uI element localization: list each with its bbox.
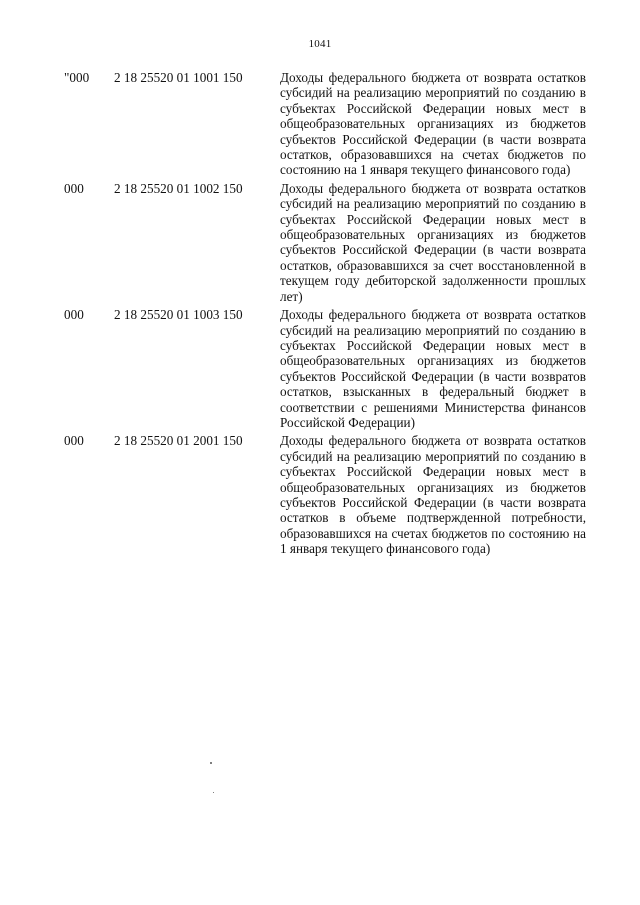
scan-speck <box>210 762 212 764</box>
revenue-code-table <box>60 70 590 560</box>
budget-classification-code: 2 18 25520 01 1003 150 <box>114 307 243 323</box>
table-row <box>60 433 590 556</box>
table-row <box>60 307 590 430</box>
budget-classification-code: 2 18 25520 01 1002 150 <box>114 180 243 196</box>
budget-classification-code: 2 18 25520 01 1001 150 <box>114 70 243 85</box>
revenue-description: Доходы федерального бюджета от возврата остатков субсидий на реализацию мероприятий по созданию в субъектах Российской Федерации новых мест в общеобразовательных организациях из бюджетов субъектов Российской Федерации (в части возврата остатков, образовавшихся за счет восстановленной в текущем году дебиторской задолженности прошлых лет) <box>280 180 586 304</box>
admin-code: 000 <box>64 433 84 449</box>
revenue-description: Доходы федерального бюджета от возврата остатков субсидий на реализацию мероприятий по созданию в субъектах Российской Федерации новых мест в общеобразовательных организациях из бюджетов субъектов Российской Федерации (в части возвратов остатков, взысканных в федеральный бюджет в соответствии с решениями Министерства финансов Российской Федерации) <box>280 307 586 430</box>
admin-code: "000 <box>64 70 90 85</box>
table-row <box>60 70 590 178</box>
scan-speck <box>213 792 214 793</box>
admin-code: 000 <box>64 180 84 196</box>
revenue-description: Доходы федерального бюджета от возврата остатков субсидий на реализацию мероприятий по созданию в субъектах Российской Федерации новых мест в общеобразовательных организациях из бюджетов субъектов Российской Федерации (в части возврата остатков, образовавшихся на счетах бюджетов по состоянию на 1 января текущего финансового года) <box>280 70 586 178</box>
page-number: 1041 <box>308 38 332 50</box>
admin-code: 000 <box>64 307 84 323</box>
budget-classification-code: 2 18 25520 01 2001 150 <box>114 433 243 449</box>
table-row <box>60 181 590 304</box>
revenue-description: Доходы федерального бюджета от возврата остатков субсидий на реализацию мероприятий по созданию в субъектах Российской Федерации новых мест в общеобразовательных организациях из бюджетов субъектов Российской Федерации (в части возврата остатков в объеме подтвержденной потребности, образовавшихся на счетах бюджетов по состоянию на 1 января текущего финансового года) <box>280 433 586 557</box>
